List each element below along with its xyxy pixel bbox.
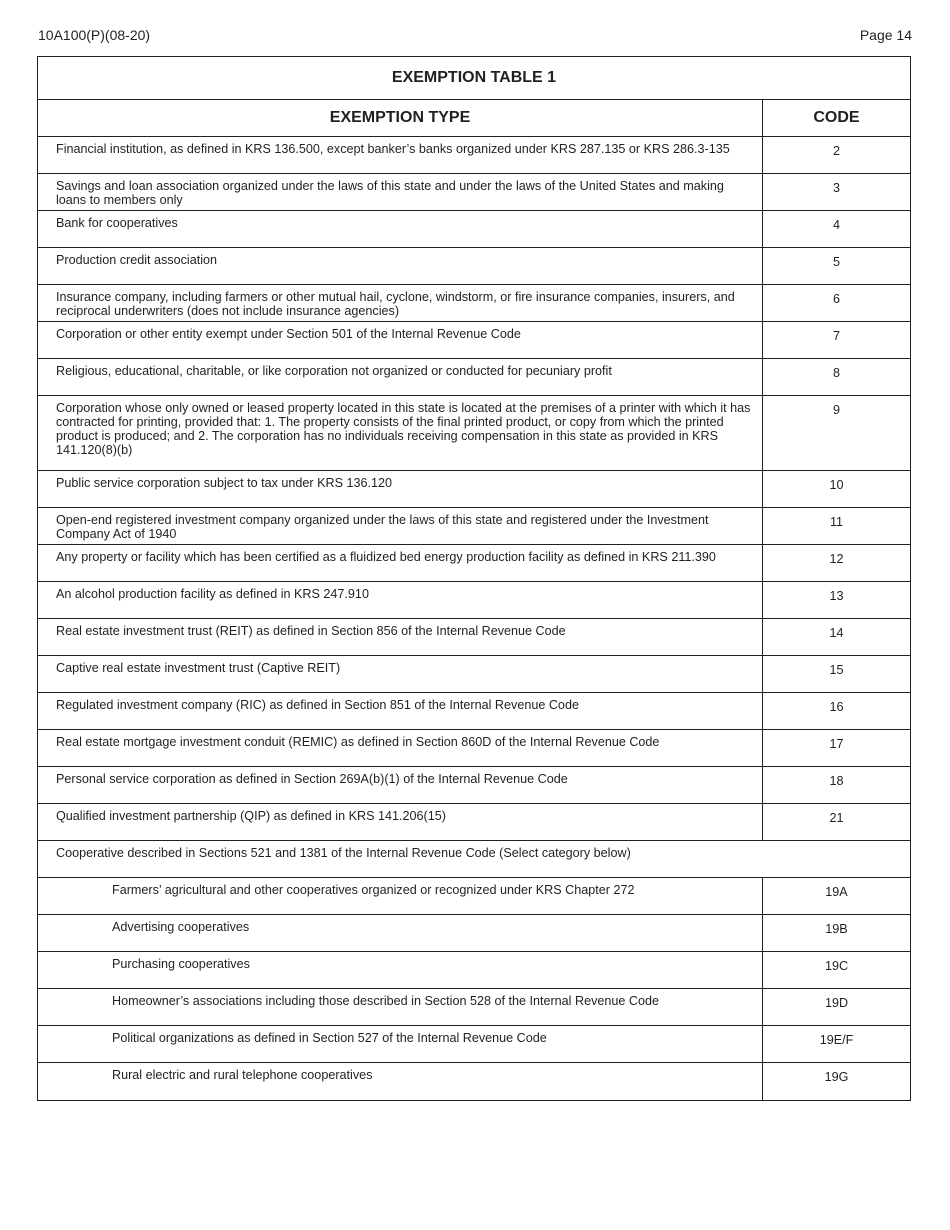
table-row [38, 396, 910, 471]
exemption-type: Regulated investment company (RIC) as defined in Section 851 of the Internal Revenue Code [38, 693, 763, 729]
exemption-type: Corporation whose only owned or leased property located in this state is located at the premises of a printer with which it has contracted for printing, provided that: 1. The property consists of the final printed product, or copy from which the printed product is produced; and 2. The corporation has no individuals receiving compensation in this state as provided in KRS 141.120(8)(b) [38, 396, 763, 470]
exemption-code: 2 [832, 144, 840, 158]
exemption-code: 13 [829, 589, 844, 603]
exemption-code: 16 [829, 700, 844, 714]
table-row [38, 693, 910, 730]
exemption-type: Captive real estate investment trust (Captive REIT) [38, 656, 763, 692]
form-id: 10A100(P)(08-20) [38, 27, 151, 43]
exemption-type: Production credit association [38, 248, 763, 284]
exemption-type: Real estate investment trust (REIT) as defined in Section 856 of the Internal Revenue Code [38, 619, 763, 655]
exemption-code: 19B [825, 922, 848, 936]
table-row [38, 656, 910, 693]
exemption-code: 19G [824, 1070, 849, 1084]
exemption-table [37, 56, 911, 1101]
exemption-type: Qualified investment partnership (QIP) as defined in KRS 141.206(15) [38, 804, 763, 840]
exemption-code: 18 [829, 774, 844, 788]
exemption-type: Farmers’ agricultural and other cooperatives organized or recognized under KRS Chapter 272 [38, 878, 763, 914]
table-header-row [38, 100, 910, 137]
exemption-type: Financial institution, as defined in KRS 136.500, except banker’s banks organized under KRS 287.135 or KRS 286.3-135 [38, 137, 763, 173]
table-row [38, 952, 910, 989]
table-row [38, 545, 910, 582]
exemption-type: Open-end registered investment company organized under the laws of this state and registered under the Investment Company Act of 1940 [38, 508, 763, 544]
exemption-type: Corporation or other entity exempt under Section 501 of the Internal Revenue Code [38, 322, 763, 358]
exemption-code: 6 [832, 292, 840, 306]
exemption-code: 5 [832, 255, 840, 269]
table-row [38, 174, 910, 211]
exemption-type: Bank for cooperatives [38, 211, 763, 247]
table-row [38, 471, 910, 508]
table-row [38, 915, 910, 952]
exemption-code: 19E/F [819, 1033, 854, 1047]
exemption-type: Real estate mortgage investment conduit (REMIC) as defined in Section 860D of the Internal Revenue Code [38, 730, 763, 766]
exemption-type: Religious, educational, charitable, or like corporation not organized or conducted for pecuniary profit [38, 359, 763, 395]
exemption-type: Savings and loan association organized under the laws of this state and under the laws of the United States and making loans to members only [38, 174, 763, 210]
exemption-code: 15 [829, 663, 844, 677]
exemption-type: Public service corporation subject to tax under KRS 136.120 [38, 471, 763, 507]
table-row [38, 322, 910, 359]
exemption-code: 8 [832, 366, 840, 380]
exemption-code: 19D [824, 996, 849, 1010]
col-header-code: CODE [813, 109, 860, 126]
cooperative-heading-row [38, 841, 910, 878]
page-number: Page 14 [859, 27, 912, 43]
exemption-type: Insurance company, including farmers or other mutual hail, cyclone, windstorm, or fire insurance companies, insurers, and reciprocal underwriters (does not include insurance agencies) [38, 285, 763, 321]
exemption-code: 21 [829, 811, 844, 825]
exemption-code: 12 [829, 552, 844, 566]
exemption-type: Any property or facility which has been certified as a fluidized bed energy production facility as defined in KRS 211.390 [38, 545, 763, 581]
table-row [38, 359, 910, 396]
exemption-type: Rural electric and rural telephone cooperatives [38, 1063, 763, 1100]
table-row [38, 1063, 910, 1100]
exemption-code: 19A [825, 885, 848, 899]
table-row [38, 285, 910, 322]
table-row [38, 211, 910, 248]
cooperative-heading: Cooperative described in Sections 521 and 1381 of the Internal Revenue Code (Select category below) [56, 846, 631, 860]
exemption-code: 14 [829, 626, 844, 640]
exemption-type: Political organizations as defined in Section 527 of the Internal Revenue Code [38, 1026, 763, 1062]
exemption-code: 7 [832, 329, 840, 343]
exemption-code: 11 [829, 515, 844, 529]
exemption-code: 9 [832, 403, 840, 417]
table-row [38, 730, 910, 767]
table-row [38, 878, 910, 915]
exemption-code: 19C [824, 959, 849, 973]
exemption-code: 3 [832, 181, 840, 195]
table-row [38, 1026, 910, 1063]
exemption-code: 4 [832, 218, 840, 232]
table-row [38, 989, 910, 1026]
exemption-type: Purchasing cooperatives [38, 952, 763, 988]
table-title: EXEMPTION TABLE 1 [38, 57, 910, 100]
exemption-code: 17 [829, 737, 844, 751]
exemption-code: 10 [829, 478, 844, 492]
table-row [38, 582, 910, 619]
table-row [38, 767, 910, 804]
exemption-type: Advertising cooperatives [38, 915, 763, 951]
exemption-type: An alcohol production facility as defined in KRS 247.910 [38, 582, 763, 618]
table-row [38, 508, 910, 545]
table-row [38, 137, 910, 174]
exemption-type: Personal service corporation as defined in Section 269A(b)(1) of the Internal Revenue Code [38, 767, 763, 803]
col-header-exemption-type: EXEMPTION TYPE [38, 100, 763, 136]
table-row [38, 619, 910, 656]
exemption-type: Homeowner’s associations including those described in Section 528 of the Internal Revenue Code [38, 989, 763, 1025]
table-row [38, 804, 910, 841]
table-row [38, 248, 910, 285]
